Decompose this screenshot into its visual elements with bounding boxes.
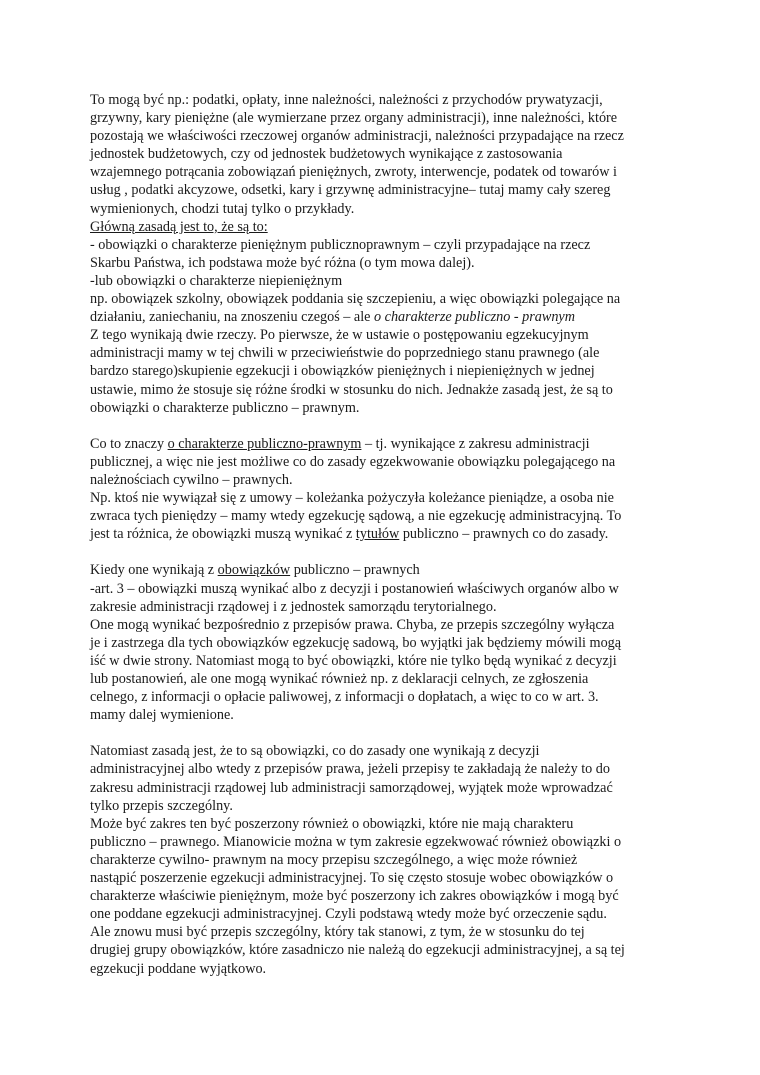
text-segment: – tj. wynikające z zakresu administracji (361, 435, 590, 452)
text-line: celnego, z informacji o opłacie paliwowej, z informacji o dopłatach, a więc to co w art. 3. (90, 689, 599, 706)
paragraph-examples (90, 91, 680, 218)
text-line: To mogą być np.: podatki, opłaty, inne należności, należności z przychodów prywatyzacji, (90, 92, 603, 108)
text-line: należnościach cywilno – prawnych. (90, 471, 293, 488)
underlined-text: obowiązków (217, 562, 291, 579)
text-segment: Kiedy one wynikają z (90, 562, 218, 579)
section-heading: Główną zasadą jest to, że są to: (90, 218, 268, 235)
text-segment: publiczno – prawnych co do zasady. (399, 526, 609, 543)
text-line: pozostają we właściwości rzeczowej organów administracji, należności przypadające na rzecz (90, 128, 624, 145)
text-line: - obowiązki o charakterze pieniężnym publicznoprawnym – czyli przypadające na rzecz (90, 236, 591, 253)
text-line: charakterze właściwie pieniężnym, może być poszerzony ich zakres obowiązków i mogą być (90, 888, 619, 905)
text-line: je i zastrzega dla tych obowiązków egzekucję sadową, bo wyjątki jak będziemy mówili mogą (90, 634, 622, 651)
text-line (90, 308, 680, 326)
paragraph-scope-extension (90, 742, 680, 977)
paragraph-main-principle (90, 218, 680, 327)
text-line: lub postanowień, ale one mogą wynikać również np. z deklaracji celnych, ze zgłoszenia (90, 671, 589, 687)
text-segment: jest ta różnica, że obowiązki muszą wynikać z (90, 526, 356, 543)
text-line: obowiązki o charakterze publiczno – prawnym. (90, 399, 360, 416)
text-line: drugiej grupy obowiązków, które zasadniczo nie należą do egzekucji administracyjnej, a są tej (90, 942, 625, 959)
text-line: zakresie administracji rządowej i z jednostek samorządu terytorialnego. (90, 598, 497, 615)
paragraph-gap (90, 543, 680, 561)
text-segment: publiczno – prawnych (290, 562, 420, 579)
paragraph-sources-of-obligations (90, 561, 680, 724)
text-line: egzekucji poddane wyjątkowo. (90, 960, 267, 977)
text-line: Natomiast zasadą jest, że to są obowiązki, co do zasady one wynikają z decyzji (90, 743, 540, 760)
text-line (90, 525, 680, 543)
text-line: publicznej, a więc nie jest możliwe co do zasady egzekwowanie obowiązku polegającego na (90, 453, 616, 470)
paragraph-two-things (90, 326, 680, 416)
paragraph-gap (90, 417, 680, 435)
text-line: -lub obowiązki o charakterze niepieniężnym (90, 272, 343, 289)
underlined-text: tytułów (355, 526, 400, 543)
text-segment: Co to znaczy (90, 435, 168, 452)
text-line: charakterze cywilno- prawnym na mocy przepisu szczególnego, a więc może również (90, 851, 578, 868)
text-line: one poddane egzekucji administracyjnej. Czyli podstawą wtedy może być orzeczenie sądu. (90, 906, 607, 923)
text-line: publiczno – prawnego. Mianowicie można w tym zakresie egzekwować również obowiązki o (90, 833, 622, 850)
text-line: ustawie, mimo że stosuje się różne środki w stosunku do nich. Jednakże zasadą jest, że są to (90, 381, 613, 398)
text-line: Ale znowu musi być przepis szczególny, który tak stanowi, z tym, że w stosunku do tej (90, 924, 585, 941)
text-line: usług , podatki akcyzowe, odsetki, kary i grzywnę administracyjne– tutaj mamy cały szereg (90, 182, 611, 199)
text-line: zwraca tych pieniędzy – mamy wtedy egzekucję sądową, a nie egzekucję administracyjną. To (90, 508, 622, 525)
text-line: administracji mamy w tej chwili w przeciwieństwie do poprzedniego stanu prawnego (ale (90, 345, 600, 362)
text-line: Np. ktoś nie wywiązał się z umowy – koleżanka pożyczyła koleżance pieniądze, a osoba nie (90, 490, 614, 507)
text-line: grzywny, kary pieniężne (ale wymierzane przez organy administracji), inne należności, które (90, 110, 618, 127)
underlined-text: o charakterze publiczno-prawnym (167, 435, 362, 452)
text-line: administracyjnej albo wtedy z przepisów prawa, jeżeli przepisy te zakładają że należy to do (90, 761, 610, 778)
text-line: nastąpić poszerzenie egzekucji administracyjnej. To się często stosuje wobec obowiązków o (90, 870, 614, 887)
text-line: Z tego wynikają dwie rzeczy. Po pierwsze, że w ustawie o postępowaniu egzekucyjnym (90, 327, 589, 344)
text-line: One mogą wynikać bezpośrednio z przepisów prawa. Chyba, ze przepis szczególny wyłącza (90, 616, 615, 633)
text-line: tylko przepis szczególny. (90, 797, 233, 814)
text-line: np. obowiązek szkolny, obowiązek poddania się szczepieniu, a więc obowiązki polegające na (90, 291, 621, 308)
text-line (90, 435, 680, 453)
text-line: -art. 3 – obowiązki muszą wynikać albo z decyzji i postanowień właściwych organów albo w (90, 580, 619, 597)
text-line: wzajemnego potrącania zobowiązań pieniężnych, zwroty, interwencje, podatek od towarów i (90, 164, 617, 181)
text-line: wymienionych, chodzi tutaj tylko o przykłady. (90, 200, 355, 217)
paragraph-gap (90, 724, 680, 742)
italic-text: o charakterze publiczno - prawnym (374, 309, 575, 326)
text-line: iść w dwie strony. Natomiast mogą to być obowiązki, które nie tylko będą wynikać z decyzji (90, 652, 617, 669)
text-line: Skarbu Państwa, ich podstawa może być różna (o tym mowa dalej). (90, 254, 475, 271)
paragraph-public-law-meaning (90, 435, 680, 544)
text-line: Może być zakres ten być poszerzony również o obowiązki, które nie mają charakteru (90, 815, 574, 832)
text-line: jednostek budżetowych, czy od jednostek budżetowych wynikające z zastosowania (90, 146, 563, 163)
text-line: zakresu administracji rządowej lub administracji samorządowej, wyjątek może wprowadzać (90, 779, 613, 796)
text-line: bardzo starego)skupienie egzekucji i obowiązków pieniężnych i niepieniężnych w jednej (90, 363, 595, 380)
document-page (90, 91, 680, 978)
text-line (90, 561, 680, 579)
text-line: mamy dalej wymienione. (90, 707, 234, 724)
text-segment: działaniu, zaniechaniu, na znoszeniu czegoś – ale (90, 309, 375, 326)
